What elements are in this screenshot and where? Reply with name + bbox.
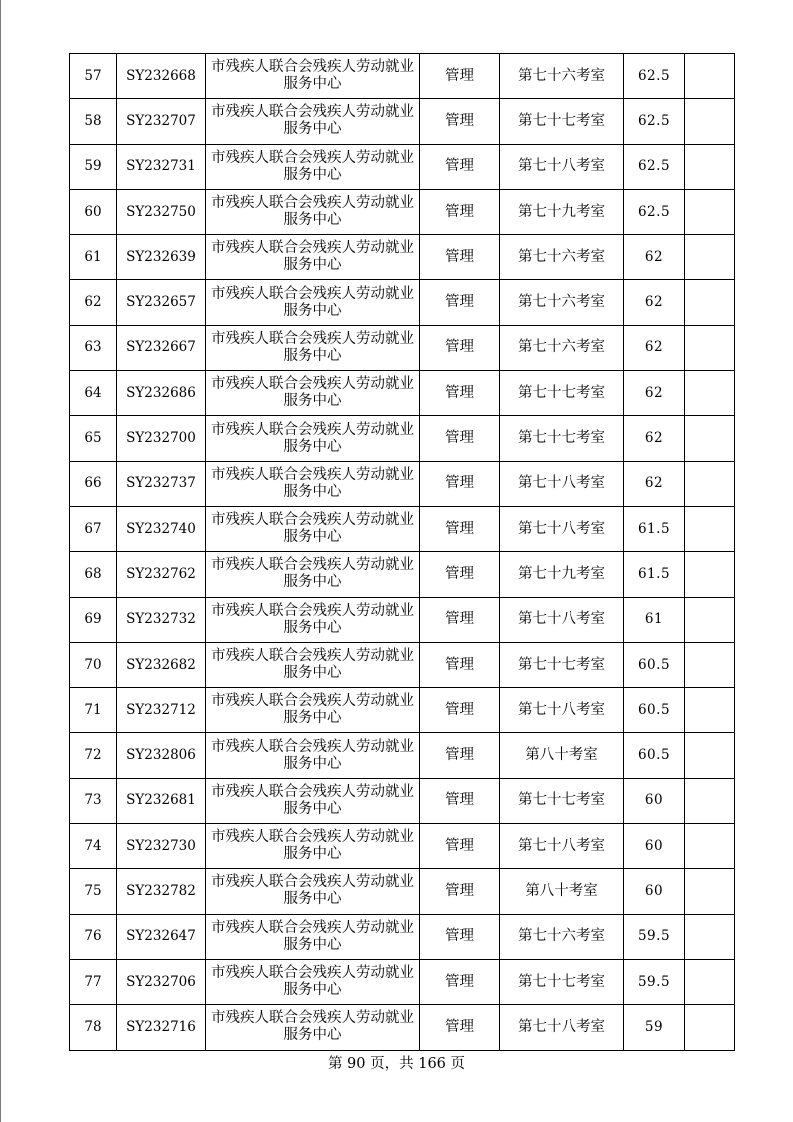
candidate-id-cell: SY232782 bbox=[117, 869, 206, 914]
candidate-id-cell: SY232707 bbox=[117, 99, 206, 144]
table-row bbox=[70, 959, 735, 1004]
position-cell: 管理 bbox=[420, 325, 500, 370]
candidate-id-cell: SY232737 bbox=[117, 461, 206, 506]
table-row bbox=[70, 506, 735, 551]
employer-unit-cell: 市残疾人联合会残疾人劳动就业服务中心 bbox=[206, 189, 420, 234]
sequence-number-cell: 58 bbox=[70, 99, 117, 144]
remarks-cell bbox=[685, 959, 735, 1004]
exam-room-cell: 第七十九考室 bbox=[500, 189, 624, 234]
candidate-id-cell: SY232639 bbox=[117, 235, 206, 280]
position-cell: 管理 bbox=[420, 688, 500, 733]
sequence-number-cell: 57 bbox=[70, 54, 117, 99]
page-edge-rule bbox=[0, 0, 1, 1122]
score-cell: 62 bbox=[624, 235, 685, 280]
score-cell: 62 bbox=[624, 325, 685, 370]
exam-room-cell: 第七十八考室 bbox=[500, 688, 624, 733]
sequence-number-cell: 61 bbox=[70, 235, 117, 280]
position-cell: 管理 bbox=[420, 914, 500, 959]
employer-unit-cell: 市残疾人联合会残疾人劳动就业服务中心 bbox=[206, 778, 420, 823]
sequence-number-cell: 76 bbox=[70, 914, 117, 959]
results-table-body bbox=[70, 54, 735, 1051]
remarks-cell bbox=[685, 597, 735, 642]
sequence-number-cell: 68 bbox=[70, 552, 117, 597]
remarks-cell bbox=[685, 371, 735, 416]
employer-unit-cell: 市残疾人联合会残疾人劳动就业服务中心 bbox=[206, 280, 420, 325]
sequence-number-cell: 71 bbox=[70, 688, 117, 733]
exam-room-cell: 第七十八考室 bbox=[500, 506, 624, 551]
table-row bbox=[70, 371, 735, 416]
remarks-cell bbox=[685, 778, 735, 823]
score-cell: 62 bbox=[624, 416, 685, 461]
table-row bbox=[70, 99, 735, 144]
position-cell: 管理 bbox=[420, 552, 500, 597]
table-row bbox=[70, 642, 735, 687]
sequence-number-cell: 72 bbox=[70, 733, 117, 778]
exam-room-cell: 第七十九考室 bbox=[500, 552, 624, 597]
candidate-id-cell: SY232647 bbox=[117, 914, 206, 959]
position-cell: 管理 bbox=[420, 144, 500, 189]
candidate-id-cell: SY232740 bbox=[117, 506, 206, 551]
employer-unit-cell: 市残疾人联合会残疾人劳动就业服务中心 bbox=[206, 416, 420, 461]
candidate-id-cell: SY232730 bbox=[117, 824, 206, 869]
table-row bbox=[70, 325, 735, 370]
remarks-cell bbox=[685, 733, 735, 778]
exam-room-cell: 第七十八考室 bbox=[500, 144, 624, 189]
candidate-id-cell: SY232806 bbox=[117, 733, 206, 778]
employer-unit-cell: 市残疾人联合会残疾人劳动就业服务中心 bbox=[206, 869, 420, 914]
sequence-number-cell: 75 bbox=[70, 869, 117, 914]
sequence-number-cell: 74 bbox=[70, 824, 117, 869]
employer-unit-cell: 市残疾人联合会残疾人劳动就业服务中心 bbox=[206, 99, 420, 144]
score-cell: 61 bbox=[624, 597, 685, 642]
sequence-number-cell: 60 bbox=[70, 189, 117, 234]
candidate-id-cell: SY232668 bbox=[117, 54, 206, 99]
candidate-id-cell: SY232681 bbox=[117, 778, 206, 823]
score-cell: 60.5 bbox=[624, 642, 685, 687]
table-row bbox=[70, 1005, 735, 1050]
position-cell: 管理 bbox=[420, 869, 500, 914]
position-cell: 管理 bbox=[420, 416, 500, 461]
table-row bbox=[70, 914, 735, 959]
remarks-cell bbox=[685, 552, 735, 597]
exam-room-cell: 第七十七考室 bbox=[500, 371, 624, 416]
table-row bbox=[70, 869, 735, 914]
position-cell: 管理 bbox=[420, 597, 500, 642]
score-cell: 60 bbox=[624, 778, 685, 823]
sequence-number-cell: 67 bbox=[70, 506, 117, 551]
candidate-id-cell: SY232667 bbox=[117, 325, 206, 370]
table-row bbox=[70, 778, 735, 823]
score-cell: 62.5 bbox=[624, 189, 685, 234]
table-row bbox=[70, 733, 735, 778]
sequence-number-cell: 73 bbox=[70, 778, 117, 823]
employer-unit-cell: 市残疾人联合会残疾人劳动就业服务中心 bbox=[206, 235, 420, 280]
score-cell: 60 bbox=[624, 869, 685, 914]
score-cell: 60.5 bbox=[624, 733, 685, 778]
position-cell: 管理 bbox=[420, 54, 500, 99]
position-cell: 管理 bbox=[420, 642, 500, 687]
candidate-id-cell: SY232731 bbox=[117, 144, 206, 189]
remarks-cell bbox=[685, 325, 735, 370]
table-row bbox=[70, 144, 735, 189]
score-cell: 62.5 bbox=[624, 144, 685, 189]
remarks-cell bbox=[685, 280, 735, 325]
position-cell: 管理 bbox=[420, 959, 500, 1004]
exam-room-cell: 第七十八考室 bbox=[500, 1005, 624, 1050]
remarks-cell bbox=[685, 642, 735, 687]
position-cell: 管理 bbox=[420, 733, 500, 778]
score-cell: 61.5 bbox=[624, 506, 685, 551]
exam-room-cell: 第七十六考室 bbox=[500, 325, 624, 370]
table-row bbox=[70, 189, 735, 234]
remarks-cell bbox=[685, 189, 735, 234]
candidate-id-cell: SY232750 bbox=[117, 189, 206, 234]
table-row bbox=[70, 416, 735, 461]
exam-room-cell: 第八十考室 bbox=[500, 869, 624, 914]
score-cell: 59.5 bbox=[624, 959, 685, 1004]
candidate-id-cell: SY232686 bbox=[117, 371, 206, 416]
employer-unit-cell: 市残疾人联合会残疾人劳动就业服务中心 bbox=[206, 552, 420, 597]
position-cell: 管理 bbox=[420, 506, 500, 551]
remarks-cell bbox=[685, 506, 735, 551]
remarks-cell bbox=[685, 688, 735, 733]
exam-room-cell: 第七十六考室 bbox=[500, 280, 624, 325]
table-row bbox=[70, 280, 735, 325]
position-cell: 管理 bbox=[420, 99, 500, 144]
table-row bbox=[70, 824, 735, 869]
remarks-cell bbox=[685, 416, 735, 461]
exam-room-cell: 第七十八考室 bbox=[500, 824, 624, 869]
remarks-cell bbox=[685, 1005, 735, 1050]
position-cell: 管理 bbox=[420, 824, 500, 869]
sequence-number-cell: 62 bbox=[70, 280, 117, 325]
position-cell: 管理 bbox=[420, 778, 500, 823]
exam-room-cell: 第七十七考室 bbox=[500, 778, 624, 823]
candidate-id-cell: SY232732 bbox=[117, 597, 206, 642]
results-table bbox=[69, 53, 735, 1051]
position-cell: 管理 bbox=[420, 280, 500, 325]
remarks-cell bbox=[685, 235, 735, 280]
page-number-footer: 第 90 页，共 166 页 bbox=[327, 1056, 466, 1072]
exam-room-cell: 第七十七考室 bbox=[500, 416, 624, 461]
sequence-number-cell: 69 bbox=[70, 597, 117, 642]
score-cell: 62 bbox=[624, 461, 685, 506]
position-cell: 管理 bbox=[420, 189, 500, 234]
employer-unit-cell: 市残疾人联合会残疾人劳动就业服务中心 bbox=[206, 54, 420, 99]
remarks-cell bbox=[685, 869, 735, 914]
candidate-id-cell: SY232716 bbox=[117, 1005, 206, 1050]
exam-room-cell: 第七十六考室 bbox=[500, 235, 624, 280]
exam-room-cell: 第七十六考室 bbox=[500, 914, 624, 959]
candidate-id-cell: SY232657 bbox=[117, 280, 206, 325]
employer-unit-cell: 市残疾人联合会残疾人劳动就业服务中心 bbox=[206, 461, 420, 506]
exam-room-cell: 第七十八考室 bbox=[500, 597, 624, 642]
employer-unit-cell: 市残疾人联合会残疾人劳动就业服务中心 bbox=[206, 371, 420, 416]
exam-room-cell: 第七十八考室 bbox=[500, 461, 624, 506]
employer-unit-cell: 市残疾人联合会残疾人劳动就业服务中心 bbox=[206, 824, 420, 869]
exam-room-cell: 第七十七考室 bbox=[500, 99, 624, 144]
employer-unit-cell: 市残疾人联合会残疾人劳动就业服务中心 bbox=[206, 597, 420, 642]
sequence-number-cell: 66 bbox=[70, 461, 117, 506]
sequence-number-cell: 78 bbox=[70, 1005, 117, 1050]
score-cell: 60.5 bbox=[624, 688, 685, 733]
sequence-number-cell: 63 bbox=[70, 325, 117, 370]
exam-room-cell: 第七十七考室 bbox=[500, 642, 624, 687]
remarks-cell bbox=[685, 144, 735, 189]
score-cell: 59 bbox=[624, 1005, 685, 1050]
candidate-id-cell: SY232762 bbox=[117, 552, 206, 597]
position-cell: 管理 bbox=[420, 235, 500, 280]
remarks-cell bbox=[685, 461, 735, 506]
score-cell: 62.5 bbox=[624, 99, 685, 144]
table-row bbox=[70, 235, 735, 280]
position-cell: 管理 bbox=[420, 461, 500, 506]
table-row bbox=[70, 688, 735, 733]
score-cell: 60 bbox=[624, 824, 685, 869]
score-cell: 62 bbox=[624, 280, 685, 325]
employer-unit-cell: 市残疾人联合会残疾人劳动就业服务中心 bbox=[206, 642, 420, 687]
candidate-id-cell: SY232706 bbox=[117, 959, 206, 1004]
employer-unit-cell: 市残疾人联合会残疾人劳动就业服务中心 bbox=[206, 733, 420, 778]
score-cell: 61.5 bbox=[624, 552, 685, 597]
position-cell: 管理 bbox=[420, 371, 500, 416]
sequence-number-cell: 70 bbox=[70, 642, 117, 687]
employer-unit-cell: 市残疾人联合会残疾人劳动就业服务中心 bbox=[206, 144, 420, 189]
employer-unit-cell: 市残疾人联合会残疾人劳动就业服务中心 bbox=[206, 1005, 420, 1050]
sequence-number-cell: 59 bbox=[70, 144, 117, 189]
table-row bbox=[70, 54, 735, 99]
position-cell: 管理 bbox=[420, 1005, 500, 1050]
score-cell: 62 bbox=[624, 371, 685, 416]
table-row bbox=[70, 552, 735, 597]
candidate-id-cell: SY232712 bbox=[117, 688, 206, 733]
candidate-id-cell: SY232682 bbox=[117, 642, 206, 687]
remarks-cell bbox=[685, 824, 735, 869]
exam-room-cell: 第八十考室 bbox=[500, 733, 624, 778]
employer-unit-cell: 市残疾人联合会残疾人劳动就业服务中心 bbox=[206, 914, 420, 959]
employer-unit-cell: 市残疾人联合会残疾人劳动就业服务中心 bbox=[206, 325, 420, 370]
table-row bbox=[70, 461, 735, 506]
score-cell: 59.5 bbox=[624, 914, 685, 959]
table-row bbox=[70, 597, 735, 642]
employer-unit-cell: 市残疾人联合会残疾人劳动就业服务中心 bbox=[206, 506, 420, 551]
employer-unit-cell: 市残疾人联合会残疾人劳动就业服务中心 bbox=[206, 959, 420, 1004]
candidate-id-cell: SY232700 bbox=[117, 416, 206, 461]
sequence-number-cell: 64 bbox=[70, 371, 117, 416]
sequence-number-cell: 77 bbox=[70, 959, 117, 1004]
employer-unit-cell: 市残疾人联合会残疾人劳动就业服务中心 bbox=[206, 688, 420, 733]
score-cell: 62.5 bbox=[624, 54, 685, 99]
remarks-cell bbox=[685, 914, 735, 959]
exam-room-cell: 第七十七考室 bbox=[500, 959, 624, 1004]
remarks-cell bbox=[685, 54, 735, 99]
sequence-number-cell: 65 bbox=[70, 416, 117, 461]
remarks-cell bbox=[685, 99, 735, 144]
exam-room-cell: 第七十六考室 bbox=[500, 54, 624, 99]
